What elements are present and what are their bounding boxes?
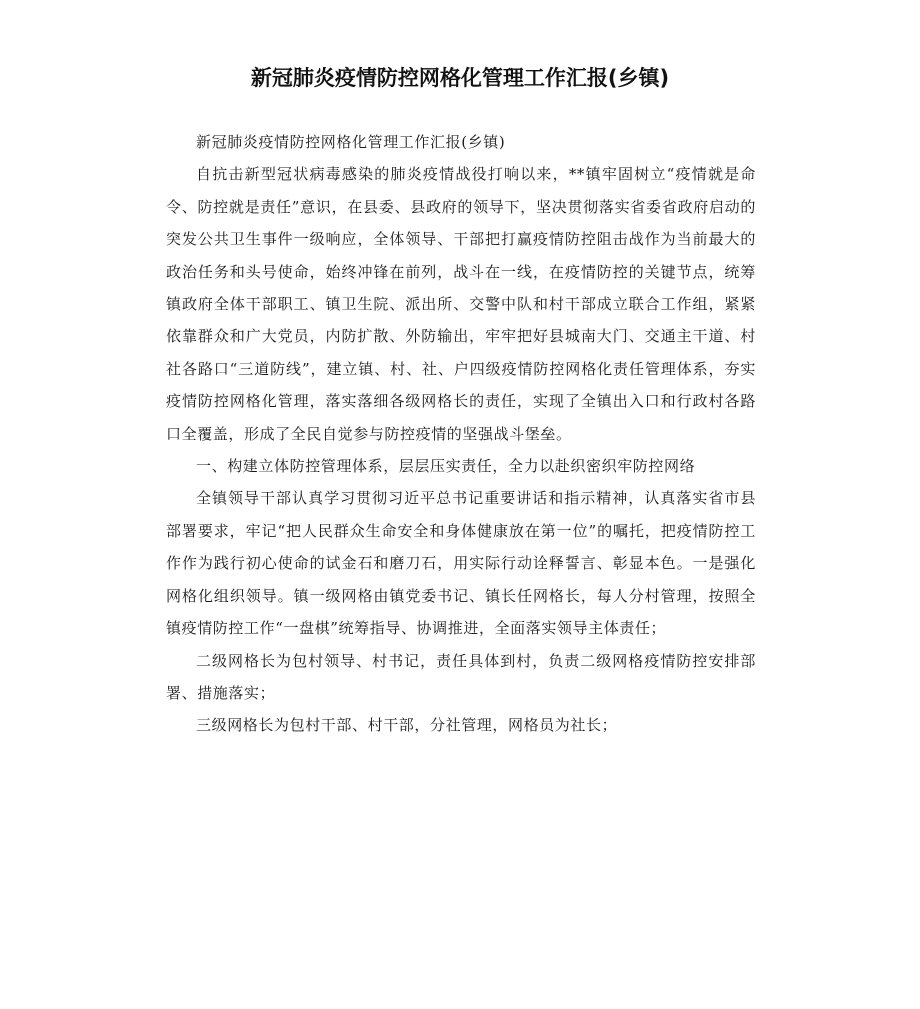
paragraph-subtitle: 新冠肺炎疫情防控网格化管理工作汇报(乡镇) <box>196 133 506 151</box>
paragraph-third-level: 三级网格长为包村干部、村干部，分社管理，网格员为社长； <box>196 716 618 735</box>
document-body <box>166 126 756 742</box>
paragraph-section-heading: 一、构建立体防控管理体系，层层压实责任，全力以赴织密织牢防控网络 <box>196 457 696 476</box>
paragraph-intro: 自抗击新型冠状病毒感染的肺炎疫情战役打响以来，**镇牢固树立“疫情就是命令、防控就是责任”意识，在县委、县政府的领导下，坚决贯彻落实省委省政府启动的突发公共卫生事件一级响应，全体领导、干部把打赢疫情防控阻击战作为当前最大的政治任务和头号使命，始终冲锋在前列，战斗在一线，在疫情防控的关键节点，统筹镇政府全体干部职工、镇卫生院、派出所、交警中队和村干部成立联合工作组，紧紧依靠群众和广大党员，内防扩散、外防输出，牢牢把好县城南大门、交通主干道、村社各路口“三道防线”，建立镇、村、社、户四级疫情防控网格化责任管理体系，夯实疫情防控网格化管理，落实落细各级网格长的责任，实现了全镇出入口和行政村各路口全覆盖，形成了全民自觉参与防控疫情的坚强战斗堡垒。 <box>166 165 756 443</box>
paragraph-leadership: 全镇领导干部认真学习贯彻习近平总书记重要讲话和指示精神，认真落实省市县部署要求，牢记“把人民群众生命安全和身体健康放在第一位”的嘱托，把疫情防控工作作为践行初心使命的试金石和磨刀石，用实际行动诠释誓言、彰显本色。一是强化网格化组织领导。镇一级网格由镇党委书记、镇长任网格长，每人分村管理，按照全镇疫情防控工作“一盘棋”统筹指导、协调推进，全面落实领导主体责任； <box>166 489 756 638</box>
paragraph-second-level: 二级网格长为包村领导、村书记，责任具体到村，负责二级网格疫情防控安排部署、措施落实； <box>166 651 756 702</box>
document-title: 新冠肺炎疫情防控网格化管理工作汇报(乡镇) <box>250 66 670 90</box>
